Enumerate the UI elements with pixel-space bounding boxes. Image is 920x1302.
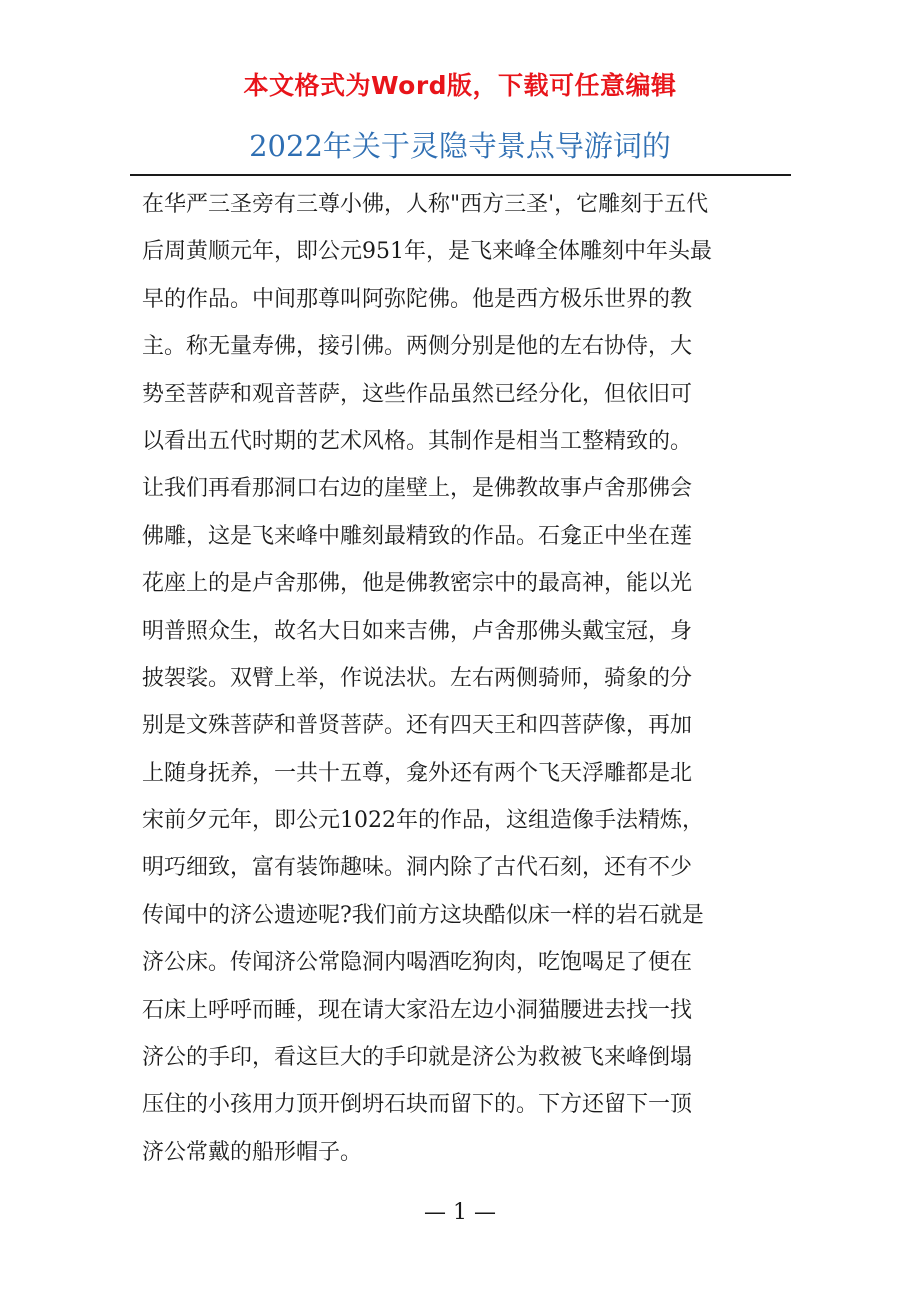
text-line: 主。称无量寿佛，接引佛。两侧分别是他的左右协侍，大 xyxy=(142,334,693,360)
document-title: 2022年关于灵隐寺景点导游词的 xyxy=(249,129,671,163)
text-line: 花座上的是卢舍那佛，他是佛教密宗中的最高神，能以光 xyxy=(142,571,693,597)
text-line: 上随身抚养，一共十五尊，龛外还有两个飞天浮雕都是北 xyxy=(142,760,693,786)
text-line: 宋前夕元年，即公元1022年的作品，这组造像手法精炼， xyxy=(142,808,704,834)
text-line: 早的作品。中间那尊叫阿弥陀佛。他是西方极乐世界的教 xyxy=(142,286,693,312)
page-number: — 1 — xyxy=(424,1200,496,1225)
text-line: 在华严三圣旁有三尊小佛，人称"西方三圣'，它雕刻于五代 xyxy=(142,192,709,217)
text-line: 别是文殊菩萨和普贤菩萨。还有四天王和四菩萨像，再加 xyxy=(142,713,693,739)
body-text xyxy=(142,181,784,1176)
text-line: 佛雕，这是飞来峰中雕刻最精致的作品。石龛正中坐在莲 xyxy=(142,523,693,549)
text-line: 明普照众生，故名大日如来吉佛，卢舍那佛头戴宝冠，身 xyxy=(142,618,693,644)
text-line: 济公床。传闻济公常隐洞内喝酒吃狗肉，吃饱喝足了便在 xyxy=(142,950,693,976)
text-line: 披袈裟。双臂上举，作说法状。左右两侧骑师，骑象的分 xyxy=(142,665,693,691)
text-line: 压住的小孩用力顶开倒坍石块而留下的。下方还留下一顶 xyxy=(142,1092,693,1118)
text-line: 势至菩萨和观音菩萨，这些作品虽然已经分化，但依旧可 xyxy=(142,381,693,407)
text-line: 石床上呼呼而睡，现在请大家沿左边小洞猫腰进去找一找 xyxy=(142,997,693,1023)
text-line: 让我们再看那洞口右边的崖壁上，是佛教故事卢舍那佛会 xyxy=(142,476,693,502)
format-notice: 本文格式为Word版，下载可任意编辑 xyxy=(243,71,677,100)
text-line: 明巧细致，富有装饰趣味。洞内除了古代石刻，还有不少 xyxy=(142,855,693,881)
text-line: 后周黄顺元年，即公元951年，是飞来峰全体雕刻中年头最 xyxy=(142,239,712,265)
title-divider xyxy=(130,174,791,176)
text-line: 传闻中的济公遗迹呢?我们前方这块酷似床一样的岩石就是 xyxy=(142,902,704,928)
text-line: 以看出五代时期的艺术风格。其制作是相当工整精致的。 xyxy=(142,428,693,454)
text-line: 济公常戴的船形帽子。 xyxy=(142,1139,363,1165)
text-line: 济公的手印，看这巨大的手印就是济公为救被飞来峰倒塌 xyxy=(142,1045,693,1071)
